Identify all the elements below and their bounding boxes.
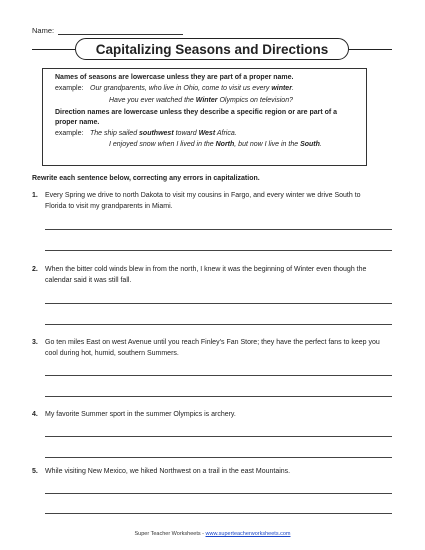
example-bold: South [300, 141, 320, 149]
example-text: Africa. [215, 130, 237, 138]
question-number: 3. [32, 339, 38, 346]
example-text: , but now I live in the [234, 141, 301, 149]
answer-line[interactable] [45, 513, 392, 514]
question-number: 4. [32, 411, 38, 418]
example-text: Olympics on television? [217, 96, 293, 104]
question-number: 1. [32, 192, 38, 199]
example-text: . [291, 85, 294, 93]
footer-url-link[interactable]: www.superteacherworksheets.com [205, 531, 291, 537]
example-bold: winter [271, 85, 292, 93]
footer [0, 531, 425, 537]
name-row [32, 26, 183, 35]
directions-rule: Direction names are lowercase unless they describe a specific region or are part of a proper name. [55, 109, 338, 126]
directions-example-2 [55, 140, 360, 149]
example-text: . [319, 141, 322, 149]
question-5 [32, 466, 382, 477]
question-3 [32, 337, 382, 359]
question-text: Go ten miles East on west Avenue until you reach Finley’s Fan Store; they have the perfect fans to keep you cool during hot, humid, southern Summers. [45, 339, 380, 357]
answer-line[interactable] [45, 324, 392, 325]
answer-line[interactable] [45, 229, 392, 230]
question-number: 2. [32, 266, 38, 273]
question-text: While visiting New Mexico, we hiked Northwest on a trail in the east Mountains. [45, 468, 291, 475]
example-text: Have you ever watched the [109, 96, 196, 104]
example-text: The ship sailed [90, 130, 140, 138]
answer-line[interactable] [45, 396, 392, 397]
footer-site: Super Teacher Worksheets [134, 531, 201, 537]
answer-line[interactable] [45, 250, 392, 251]
example-bold: West [198, 130, 216, 138]
example-text: I enjoyed snow when I lived in the [109, 141, 216, 149]
instructions: Rewrite each sentence below, correcting any errors in capitalization. [32, 175, 260, 182]
example-text: toward [173, 130, 199, 138]
answer-line[interactable] [45, 457, 392, 458]
answer-line[interactable] [45, 303, 392, 304]
question-2 [32, 264, 382, 286]
example-label: example: [55, 85, 84, 93]
question-4 [32, 409, 382, 420]
question-text: When the bitter cold winds blew in from the north, I knew it was the beginning of Winter even though the calendar said it was still fall. [45, 266, 367, 284]
name-field[interactable] [58, 26, 183, 35]
directions-example-1 [55, 129, 360, 138]
example-label: example: [55, 130, 84, 138]
rules-box [42, 68, 367, 166]
example-text: Our grandparents, who live in Ohio, come to visit us every [90, 85, 272, 93]
seasons-example-1 [55, 84, 360, 93]
question-text: Every Spring we drive to north Dakota to visit my cousins in Fargo, and every winter we drive South to Florida to visit my grandparents in Miami. [45, 192, 361, 210]
answer-line[interactable] [45, 375, 392, 376]
seasons-rule: Names of seasons are lowercase unless they are part of a proper name. [55, 74, 294, 81]
example-bold: North [215, 141, 235, 149]
question-number: 5. [32, 468, 38, 475]
example-bold: Winter [195, 96, 218, 104]
answer-line[interactable] [45, 493, 392, 494]
name-label: Name: [32, 26, 55, 35]
question-1 [32, 190, 382, 212]
title-rule-left [32, 49, 75, 50]
title-rule-right [349, 49, 392, 50]
question-text: My favorite Summer sport in the summer Olympics is archery. [45, 411, 236, 418]
footer-separator: - [200, 531, 206, 537]
answer-line[interactable] [45, 436, 392, 437]
worksheet-title: Capitalizing Seasons and Directions [75, 38, 349, 60]
seasons-example-2 [55, 96, 360, 105]
example-bold: southwest [139, 130, 174, 138]
